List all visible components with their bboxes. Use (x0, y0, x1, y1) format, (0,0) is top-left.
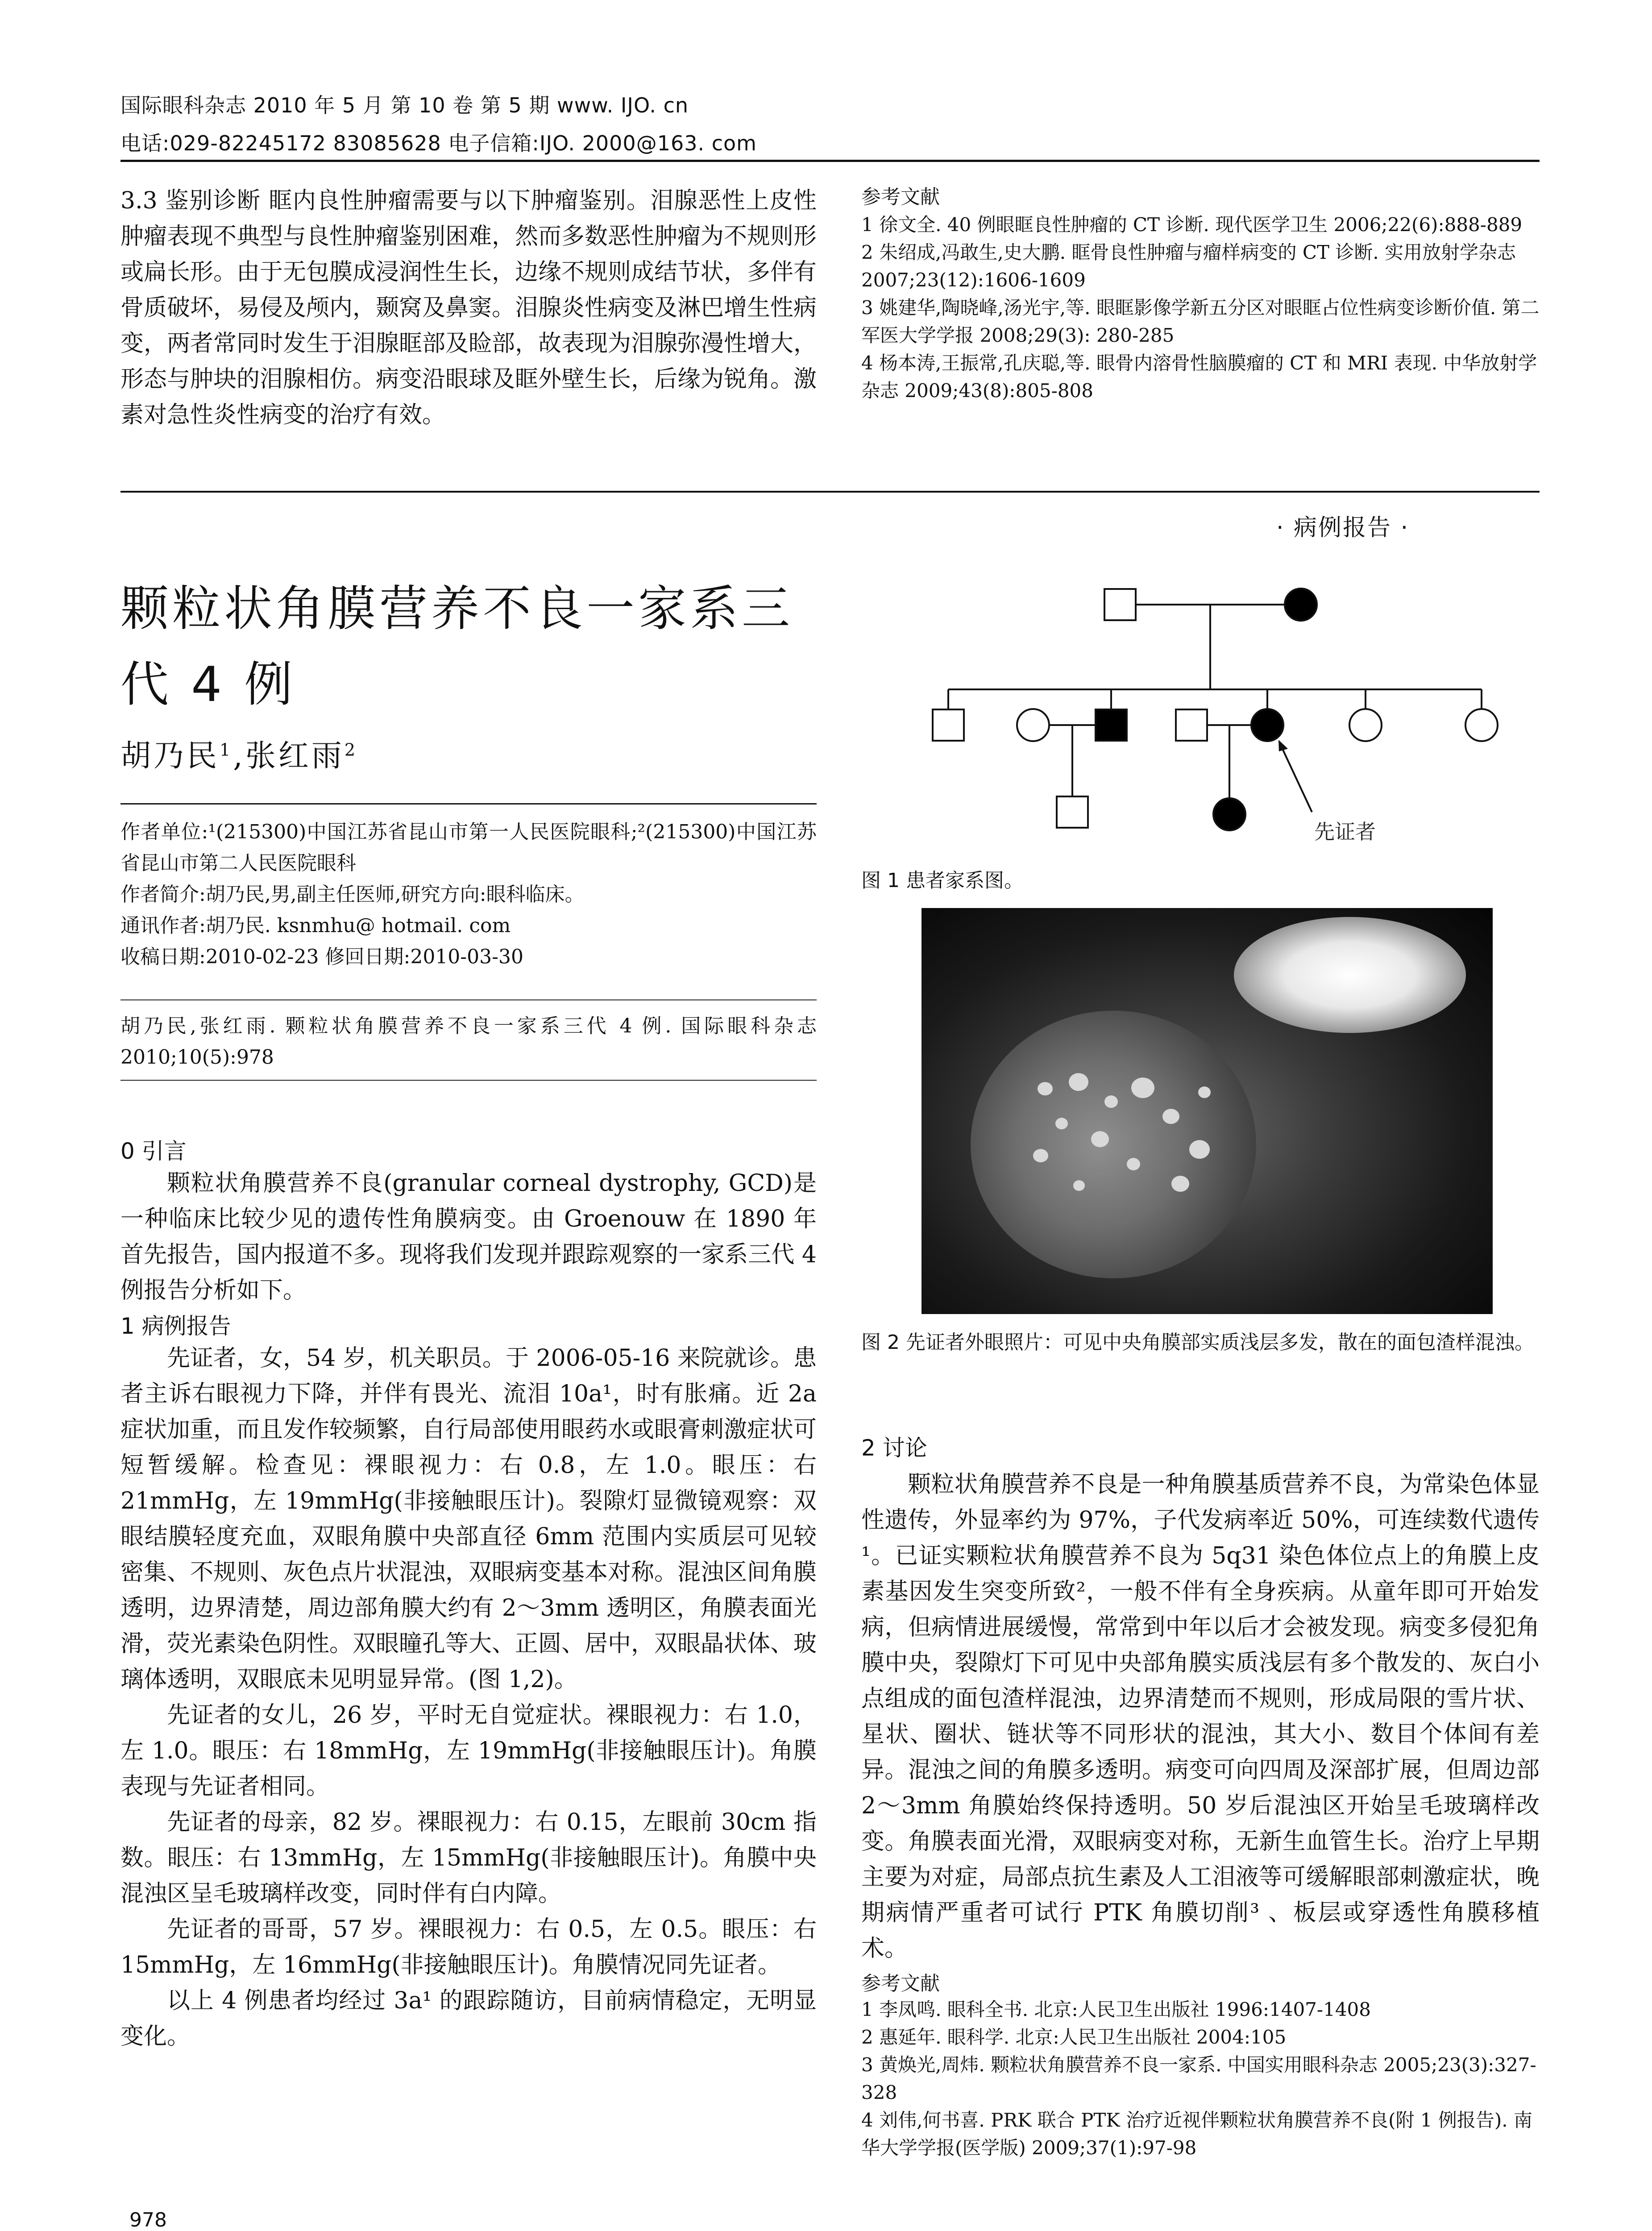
pedigree-male-affected (1096, 709, 1127, 741)
differential-diagnosis-paragraph: 3.3 鉴别诊断 眶内良性肿瘤需要与以下肿瘤鉴别。泪腺恶性上皮性肿瘤表现不典型与良性肿瘤鉴别困难，然而多数恶性肿瘤为不规则形或扁长形。由于无包膜成浸润性生长，边缘不规则成结节状，多伴有骨质破坏，易侵及颅内，颞窝及鼻窦。泪腺炎性病变及淋巴增生性病变，两者常同时发生于泪腺眶部及睑部，故表现为泪腺弥漫性增大，形态与肿块的泪腺相仿。病变沿眼球及眶外壁生长，后缘为锐角。激素对急性炎性病变的治疗有效。 (120, 187, 817, 428)
section-label: · 病例报告 · (1276, 514, 1410, 541)
author-bio: 作者简介:胡乃民,男,副主任医师,研究方向:眼科临床。 (120, 883, 585, 906)
discussion-references-title: 参考文献 (861, 1972, 940, 1995)
discussion-heading: 2 讨论 (861, 1435, 927, 1461)
figure2-caption: 图 2 先证者外眼照片：可见中央角膜部实质浅层多发，散在的面包渣样混浊。 (861, 1331, 1534, 1354)
discussion-reference-item: 3 黄焕光,周炜. 颗粒状角膜营养不良一家系. 中国实用眼科杂志 2005;23(3):327-328 (861, 2054, 1536, 2103)
pedigree-male-unaffected (1104, 589, 1136, 620)
journal-header-line2: 电话:029-82245172 83085628 电子信箱:IJO. 2000@163. com (120, 131, 757, 155)
proband-label: 先证者 (1314, 820, 1376, 844)
citation-rule-bottom (120, 1080, 817, 1081)
received-dates: 收稿日期:2010-02-23 修回日期:2010-03-30 (120, 945, 524, 968)
eye-photo (921, 908, 1493, 1314)
pedigree-female-affected (1213, 798, 1245, 830)
pedigree-female-unaffected (1349, 709, 1382, 741)
author-info (120, 817, 817, 973)
top-references-title: 参考文献 (861, 186, 940, 208)
pedigree-male-unaffected (933, 709, 964, 741)
case-paragraph: 以上 4 例患者均经过 3a¹ 的跟踪随访，目前病情稳定，无明显变化。 (120, 1987, 817, 2050)
corresponding-author: 通讯作者:胡乃民. ksnmhu@ hotmail. com (120, 914, 511, 937)
discussion-reference-item: 1 李凤鸣. 眼科全书. 北京:人民卫生出版社 1996:1407-1408 (861, 1999, 1371, 2020)
top-references (861, 181, 1540, 405)
intro-heading: 0 引言 (120, 1138, 187, 1164)
citation: 胡乃民,张红雨. 颗粒状角膜营养不良一家系三代 4 例. 国际眼科杂志 2010;10(5):978 (120, 1015, 817, 1069)
pedigree-male-unaffected (1176, 709, 1207, 741)
discussion-section (861, 1430, 1540, 2162)
case-paragraph: 先证者，女，54 岁，机关职员。于 2006-05-16 来院就诊。患者主诉右眼视力下降，并伴有畏光、流泪 10a¹，时有胀痛。近 2a 症状加重，而且发作较频繁，自行局部使用眼药水或眼膏刺激症状可短暂缓解。检查见：裸眼视力：右 0.8，左 1.0。眼压：右 21mmHg，左 19mmHg(非接触眼压计)。裂隙灯显微镜观察：双眼结膜轻度充血，双眼角膜中央部直径 6mm 范围内实质层可见较密集、不规则、灰色点片状混浊，双眼病变基本对称。混浊区间角膜透明，边界清楚，周边部角膜大约有 2～3mm 透明区，角膜表面光滑，荧光素染色阴性。双眼瞳孔等大、正圆、居中，双眼晶状体、玻璃体透明，双眼底未见明显异常。(图 1,2)。 (120, 1345, 817, 1693)
journal-header-line1: 国际眼科杂志 2010 年 5 月 第 10 卷 第 5 期 www. IJO. cn (120, 93, 689, 117)
case-paragraph: 先证者的女儿，26 岁，平时无自觉症状。裸眼视力：右 1.0，左 1.0。眼压：右 18mmHg，左 19mmHg(非接触眼压计)。角膜表现与先证者相同。 (120, 1702, 817, 1800)
section-divider (120, 491, 1540, 493)
author-rule (120, 803, 817, 804)
article-authors: 胡乃民$^1$,张红雨$^2$ (120, 738, 358, 774)
citation-rule-top (120, 999, 817, 1000)
left-column-body (120, 1133, 817, 2054)
header-rule (120, 160, 1540, 162)
top-reference-item: 2 朱绍成,冯敢生,史大鹏. 眶骨良性肿瘤与瘤样病变的 CT 诊断. 实用放射学杂志 2007;23(12):1606-1609 (861, 241, 1516, 291)
top-reference-item: 3 姚建华,陶晓峰,汤光宇,等. 眼眶影像学新五分区对眼眶占位性病变诊断价值. 第二军医大学学报 2008;29(3): 280-285 (861, 297, 1540, 346)
pedigree-proband (1251, 709, 1283, 741)
pedigree-female-affected (1285, 589, 1317, 621)
discussion-paragraph: 颗粒状角膜营养不良是一种角膜基质营养不良，为常染色体显性遗传，外显率约为 97%，子代发病率近 50%，可连续数代遗传¹。已证实颗粒状角膜营养不良为 5q31 染色体位点上的角膜上皮素基因发生突变所致²，一般不伴有全身疾病。从童年即可开始发病，但病情进展缓慢，常常到中年以后才会被发现。病变多侵犯角膜中央，裂隙灯下可见中央部角膜实质浅层有多个散发的、灰白小点组成的面包渣样混浊，边界清楚而不规则，形成局限的雪片状、星状、圈状、链状等不同形状的混浊，其大小、数目个体间有差异。混浊之间的角膜多透明。病变可向四周及深部扩展，但周边部 2～3mm 角膜始终保持透明。50 岁后混浊区开始呈毛玻璃样改变。角膜表面光滑，双眼病变对称，无新生血管生长。治疗上早期主要为对症，局部点抗生素及人工泪液等可缓解眼部刺激症状，晚期病情严重者可试行 PTK 角膜切削³ 、板层或穿透性角膜移植术。 (861, 1471, 1540, 1962)
pedigree-female-unaffected (1017, 709, 1049, 741)
case-paragraph: 先证者的哥哥，57 岁。裸眼视力：右 0.5，左 0.5。眼压：右 15mmHg，左 16mmHg(非接触眼压计)。角膜情况同先证者。 (120, 1916, 817, 1978)
page-number: 978 (129, 2209, 167, 2231)
pedigree-male-unaffected (1057, 796, 1088, 828)
case-paragraph: 先证者的母亲，82 岁。裸眼视力：右 0.15，左眼前 30cm 指数。眼压：右 13mmHg，左 15mmHg(非接触眼压计)。角膜中央混浊区呈毛玻璃样改变，同时伴有白内障。 (120, 1809, 817, 1907)
affiliation: 作者单位:¹(215300)中国江苏省昆山市第一人民医院眼科;²(215300)中国江苏省昆山市第二人民医院眼科 (120, 821, 817, 875)
top-reference-item: 4 杨本涛,王振常,孔庆聪,等. 眼骨内溶骨性脑膜瘤的 CT 和 MRI 表现. 中华放射学杂志 2009;43(8):805-808 (861, 352, 1537, 402)
case-heading: 1 病例报告 (120, 1313, 231, 1339)
discussion-reference-item: 2 惠延年. 眼科学. 北京:人民卫生出版社 2004:105 (861, 2026, 1287, 2048)
pedigree-diagram (919, 571, 1526, 892)
figure1-caption: 图 1 患者家系图。 (861, 869, 1024, 892)
discussion-reference-item: 4 刘伟,何书喜. PRK 联合 PTK 治疗近视伴颗粒状角膜营养不良(附 1 例报告). 南华大学学报(医学版) 2009;37(1):97-98 (861, 2109, 1532, 2159)
article-title: 颗粒状角膜营养不良一家系三代 4 例 (120, 581, 794, 713)
pedigree-female-unaffected (1465, 709, 1498, 741)
intro-paragraph: 颗粒状角膜营养不良(granular corneal dystrophy, GCD)是一种临床比较少见的遗传性角膜病变。由 Groenouw 在 1890 年首先报告，国内报道不多。现将我们发现并跟踪观察的一家系三代 4 例报告分析如下。 (120, 1170, 817, 1304)
top-reference-item: 1 徐文全. 40 例眼眶良性肿瘤的 CT 诊断. 现代医学卫生 2006;22(6):888-889 (861, 214, 1523, 236)
